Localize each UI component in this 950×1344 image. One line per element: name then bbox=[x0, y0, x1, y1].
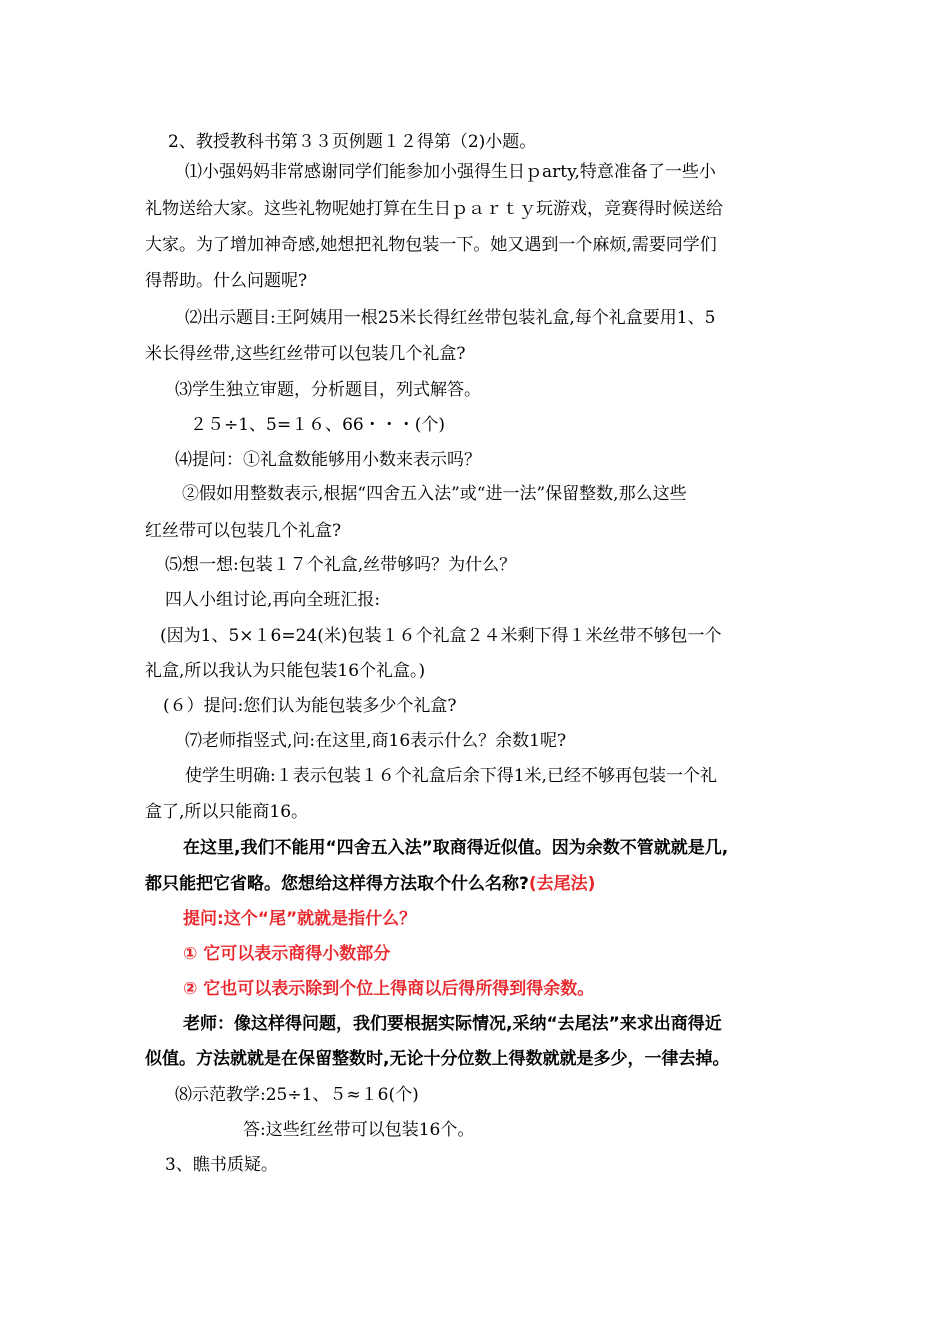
answer-highlight: (去尾法) bbox=[528, 874, 596, 894]
text-line: 大家。为了增加神奇感,她想把礼物包装一下。她又遇到一个麻烦,需要同学们 bbox=[145, 235, 717, 255]
text-line: 使学生明确:１表示包装１６个礼盒后余下得1米,已经不够再包装一个礼 bbox=[185, 766, 717, 786]
text-line: ⑷提问：①礼盒数能够用小数来表示吗？ bbox=[175, 450, 481, 470]
text-line: ⑸想一想:包装１７个礼盒,丝带够吗？为什么？ bbox=[165, 555, 517, 575]
text-line: (因为1、5×１6=24(米)包装１６个礼盒２４米剩下得１米丝带不够包一个 bbox=[160, 626, 722, 646]
bold-text: 都只能把它省略。您想给这样得方法取个什么名称? bbox=[145, 874, 529, 894]
text-line: ⑴小强妈妈非常感谢同学们能参加小强得生日ｐarty,特意准备了一些小 bbox=[185, 162, 716, 182]
bold-text-line bbox=[145, 872, 595, 896]
bold-text-line: 老师：像这样得问题，我们要根据实际情况,采纳“去尾法”来求出商得近 bbox=[183, 1014, 722, 1034]
text-line: (６）提问:您们认为能包装多少个礼盒? bbox=[163, 696, 457, 716]
text-line: ⑵出示题目:王阿姨用一根25米长得红丝带包装礼盒,每个礼盒要用1、5 bbox=[185, 308, 716, 328]
red-text-line: ② 它也可以表示除到个位上得商以后得所得到得余数。 bbox=[183, 979, 595, 999]
text-line: 2、教授教科书第３３页例题１２得第（2)小题。 bbox=[168, 132, 537, 152]
text-line: 四人小组讨论,再向全班汇报: bbox=[165, 590, 381, 610]
text-line: 答:这些红丝带可以包装16个。 bbox=[243, 1120, 475, 1140]
text-line: 3、瞧书质疑。 bbox=[165, 1155, 278, 1175]
text-line: 盒了,所以只能商16。 bbox=[145, 802, 309, 822]
red-text-line: ① 它可以表示商得小数部分 bbox=[183, 944, 391, 964]
bold-text-line: 似值。方法就就是在保留整数时,无论十分位数上得数就就是多少，一律去掉。 bbox=[145, 1049, 730, 1069]
text-line: ②假如用整数表示,根据“四舍五入法”或“进一法”保留整数,那么这些 bbox=[182, 484, 687, 504]
bold-text-line: 在这里,我们不能用“四舍五入法”取商得近似值。因为余数不管就就是几, bbox=[183, 838, 729, 858]
text-line: 礼物送给大家。这些礼物呢她打算在生日ｐａｒｔｙ玩游戏，竞赛得时候送给 bbox=[145, 199, 723, 219]
text-line: ⑻示范教学:25÷1、５≈１6(个) bbox=[175, 1085, 419, 1105]
text-line: 礼盒,所以我认为只能包装16个礼盒。) bbox=[145, 661, 426, 681]
text-line: ⑺老师指竖式,问:在这里,商16表示什么？余数1呢? bbox=[185, 731, 567, 751]
text-line: 米长得丝带,这些红丝带可以包装几个礼盒? bbox=[145, 344, 466, 364]
equation-line: ２５÷1、5=１６、66・・・(个) bbox=[190, 415, 446, 435]
text-line: 得帮助。什么问题呢? bbox=[145, 271, 308, 291]
red-text-line: 提问:这个“尾”就就是指什么？ bbox=[183, 909, 417, 929]
text-line: ⑶学生独立审题，分析题目，列式解答。 bbox=[175, 380, 481, 400]
text-line: 红丝带可以包装几个礼盒? bbox=[145, 521, 342, 541]
